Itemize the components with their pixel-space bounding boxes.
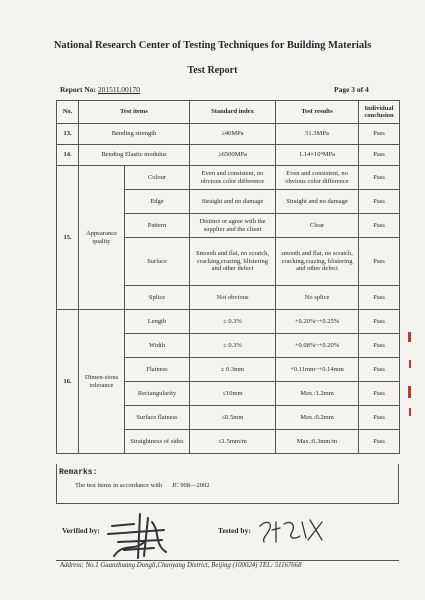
group-no: 15.	[57, 166, 79, 310]
table-row	[57, 124, 400, 145]
page-number: Page 3 of 4	[334, 85, 369, 94]
header-conclusion: Individual conclusion	[359, 101, 400, 124]
row-result: Even and consistent, no obvious color difference	[276, 166, 359, 190]
table-row	[57, 145, 400, 166]
row-item: Rectangularity	[125, 382, 190, 406]
row-item: Straightness of sides	[125, 430, 190, 454]
report-label: Report	[60, 85, 83, 94]
remarks-sentence: The test items in accordance with	[75, 482, 163, 489]
footer-address: Address: No.1 Guanzhuang Dongli,Chaoyang District, Beijing (100024) TEL: 51167668	[60, 562, 302, 569]
row-result: +0.11mm~+0.14mm	[276, 358, 359, 382]
group-no: 16.	[57, 310, 79, 454]
row-item: Pattern	[125, 214, 190, 238]
report-no-value: 20151L00170	[97, 85, 141, 94]
row-item: Colour	[125, 166, 190, 190]
row-conclusion: Pass	[359, 190, 400, 214]
remarks-title: Remarks:	[59, 468, 98, 477]
table-header-row	[57, 101, 400, 124]
row-conclusion: Pass	[359, 430, 400, 454]
test-results-table	[56, 100, 400, 454]
row-item: Bending strength	[79, 124, 190, 145]
row-standard: Not obvious	[190, 286, 276, 310]
row-result: Max.:0.2mm	[276, 406, 359, 430]
row-conclusion: Pass	[359, 166, 400, 190]
row-no: 13.	[57, 124, 79, 145]
remarks-standard: JC 908—2002	[171, 482, 210, 489]
row-conclusion: Pass	[359, 310, 400, 334]
row-conclusion: Pass	[359, 286, 400, 310]
row-standard: ≤0.5mm	[190, 406, 276, 430]
remarks-box	[56, 464, 399, 504]
row-standard: ≤1.5mm/m	[190, 430, 276, 454]
document-title: National Research Center of Testing Techniques for Building Materials	[53, 40, 372, 51]
row-item: Flatness	[125, 358, 190, 382]
verifier-signature	[104, 512, 174, 560]
header-standard-index: Standard index	[190, 101, 276, 124]
row-item: Splice	[125, 286, 190, 310]
tested-by-label: Tested by:	[218, 526, 251, 535]
row-result: Clear	[276, 214, 359, 238]
row-standard: ≤10mm	[190, 382, 276, 406]
row-item: Length	[125, 310, 190, 334]
row-standard: ≥40MPa	[190, 124, 276, 145]
table-row	[57, 166, 400, 190]
margin-marks	[404, 330, 416, 420]
document-subtitle: Test Report	[187, 65, 238, 76]
row-standard: ± 0.3mm	[190, 358, 276, 382]
row-conclusion: Pass	[359, 382, 400, 406]
report-no-label: No:	[84, 85, 97, 94]
row-standard: Straight and no damage	[190, 190, 276, 214]
row-conclusion: Pass	[359, 124, 400, 145]
row-item: Width	[125, 334, 190, 358]
row-result: 51.3MPa	[276, 124, 359, 145]
row-item: Surface flatness	[125, 406, 190, 430]
table-row	[57, 310, 400, 334]
footer-divider	[56, 560, 399, 561]
row-item: Bending Elastic modulus	[79, 145, 190, 166]
row-conclusion: Pass	[359, 145, 400, 166]
row-result: +0.08%~+0.20%	[276, 334, 359, 358]
report-number	[60, 85, 140, 94]
row-no: 14.	[57, 145, 79, 166]
row-conclusion: Pass	[359, 238, 400, 286]
row-standard: Smooth and flat, no scratch, cracking,crazing, blistering and other defect	[190, 238, 276, 286]
header-no: No.	[57, 101, 79, 124]
remarks-text	[75, 482, 210, 489]
group-label: Appearance quality	[79, 166, 125, 310]
header-test-items: Test items	[79, 101, 190, 124]
row-standard: Even and consistent, no obvious color difference	[190, 166, 276, 190]
row-result: Straight and no damage	[276, 190, 359, 214]
row-standard: ≥6500MPa	[190, 145, 276, 166]
group-label: Dimen-sions tolerance	[79, 310, 125, 454]
row-standard: ± 0.3%	[190, 310, 276, 334]
row-standard: ± 0.3%	[190, 334, 276, 358]
row-standard: Distinct or agree with the supplier and the client	[190, 214, 276, 238]
row-conclusion: Pass	[359, 214, 400, 238]
tester-signature	[256, 516, 328, 544]
row-conclusion: Pass	[359, 334, 400, 358]
row-item: Edge	[125, 190, 190, 214]
header-test-results: Test results	[276, 101, 359, 124]
row-result: No splice	[276, 286, 359, 310]
row-result: Max.:1.2mm	[276, 382, 359, 406]
row-conclusion: Pass	[359, 358, 400, 382]
row-result: Max.:0.3mm/m	[276, 430, 359, 454]
row-result: 1.14×10⁴MPa	[276, 145, 359, 166]
row-conclusion: Pass	[359, 406, 400, 430]
row-result: smooth and flat, no scratch, cracking,crazing, blistering and other defect	[276, 238, 359, 286]
row-item: Surface	[125, 238, 190, 286]
row-result: +0.20%~+0.25%	[276, 310, 359, 334]
verified-by-label: Verified by:	[62, 526, 100, 535]
